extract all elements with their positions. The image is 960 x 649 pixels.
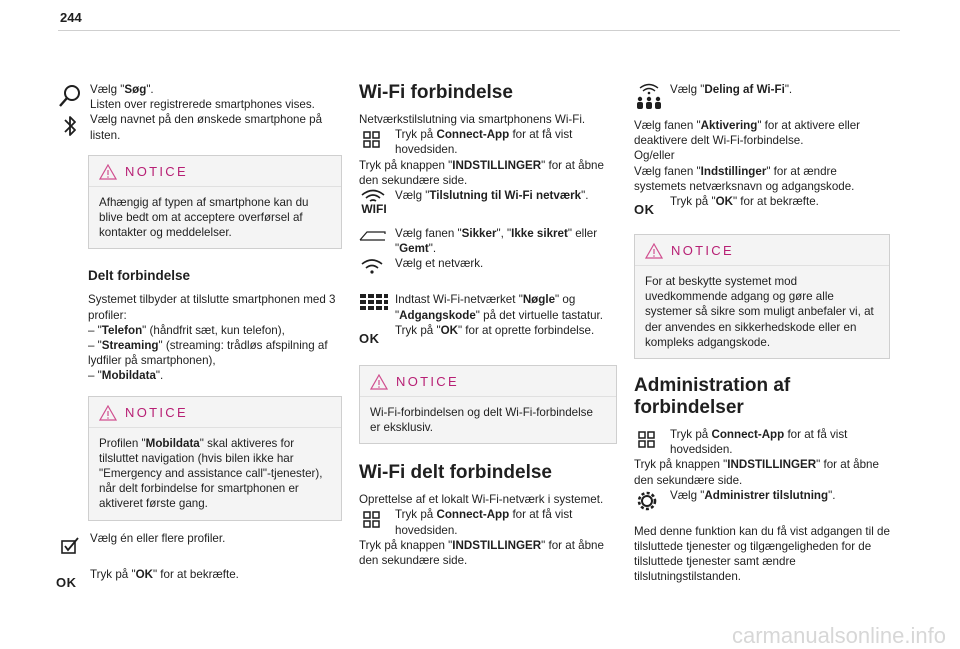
- header-divider: [58, 30, 900, 31]
- gear-icon: [634, 488, 664, 518]
- page-number: 244: [60, 10, 82, 25]
- notice-title: NOTICE: [125, 164, 188, 180]
- notice-box: [359, 365, 617, 444]
- paragraph: Systemet tilbyder at tilslutte smartphonen med 3 profiler:: [88, 293, 336, 322]
- paragraph: Tryk på knappen "INDSTILLINGER" for at åbne den sekundære side.: [634, 458, 879, 487]
- paragraph: Netværkstilslutning via smartphonens Wi-Fi.: [359, 113, 586, 126]
- section-title: Wi-Fi forbindelse: [359, 82, 513, 103]
- connect-app-step: Tryk på Connect-App for at få vist hovedsiden.: [359, 127, 617, 157]
- wifi-icon: WIFI: [359, 188, 389, 218]
- section-title: Administration af forbindelser: [634, 375, 791, 419]
- warning-icon: [645, 243, 663, 259]
- notice-text: For at beskytte systemet mod uvedkommende adgang og gøre alle systemer så sikre som muligt anbefaler vi, at der anvendes en sikkerhedskode eller en kompleks adgangskode.: [645, 275, 874, 349]
- notice-title: NOTICE: [671, 243, 734, 259]
- ok-step: OK Tryk på "OK" for at oprette forbindelse.: [359, 323, 595, 346]
- search-icon: [56, 82, 86, 112]
- paragraph: Vælg fanen "Indstillinger" for at ændre systemets netværksnavn og adgangskode.: [634, 164, 855, 193]
- apps-grid-icon: [634, 427, 664, 457]
- section-title: Delt forbindelse: [88, 268, 191, 284]
- list-item: – "Telefon" (håndfrit sæt, kun telefon),: [88, 323, 285, 337]
- notice-text: Wi-Fi-forbindelsen og delt Wi-Fi-forbindelse er eksklusiv.: [370, 405, 593, 435]
- column-2: [359, 82, 617, 568]
- notice-text: Afhængig af typen af smartphone kan du blive bedt om at acceptere overførsel af kontakter og meddelelser.: [99, 195, 309, 240]
- wifi-share-icon: [634, 82, 664, 112]
- warning-icon: [370, 374, 388, 390]
- share-wifi-step: Vælg "Deling af Wi-Fi".: [634, 82, 890, 114]
- column-3: [634, 82, 890, 585]
- manage-step: Vælg "Administrer tilslutning".: [634, 488, 890, 518]
- notice-text: Profilen "Mobildata" skal aktiveres for tilsluttet navigation (hvis bilen ikke har "Emergency and assistance call"-tjenester), når delt forbindelse for smartphonen er aktiveret første gang.: [99, 436, 323, 511]
- checkbox-edit-icon: [56, 531, 86, 561]
- watermark: carmanualsonline.info: [731, 622, 946, 648]
- ok-icon: OK: [634, 202, 655, 218]
- notice-title: NOTICE: [125, 405, 188, 421]
- section-title: Wi-Fi delt forbindelse: [359, 462, 552, 484]
- ok-icon: OK: [56, 574, 77, 590]
- warning-icon: [99, 405, 117, 421]
- notice-title: NOTICE: [396, 374, 459, 390]
- paragraph: Oprettelse af et lokalt Wi-Fi-netværk i systemet.: [359, 493, 604, 507]
- tabs-icon: [359, 226, 389, 256]
- ok-icon: OK: [359, 330, 380, 346]
- keyboard-icon: [359, 292, 389, 322]
- wifi-step: WIFI Vælg "Tilslutning til Wi-Fi netværk".: [359, 188, 617, 222]
- bluetooth-step: Vælg navnet på den ønskede smartphone på listen.: [56, 112, 342, 142]
- list-item: – "Mobildata".: [88, 369, 164, 383]
- notice-box: [88, 155, 342, 250]
- paragraph: Tryk på knappen "INDSTILLINGER" for at åbne den sekundære side.: [359, 158, 604, 187]
- paragraph: Med denne funktion kan du få vist adgangen til de tilsluttede tjenester og tilgængeligheden for de tilsluttede tjenester samt ændre tilslutningstilstanden.: [634, 524, 890, 584]
- notice-box: [634, 234, 890, 359]
- apps-grid-icon: [359, 127, 389, 157]
- confirm-step: OK Tryk på "OK" for at bekræfte.: [56, 567, 239, 590]
- list-item: – "Streaming" (streaming: trådløs afspilning af lydfiler på smartphonen),: [88, 339, 328, 368]
- paragraph: Og/eller: [634, 149, 675, 163]
- paragraph: Tryk på knappen "INDSTILLINGER" for at åbne den sekundære side.: [359, 538, 604, 568]
- ok-step: OK Tryk på "OK" for at bekræfte.: [634, 195, 819, 218]
- paragraph: Vælg fanen "Aktivering" for at aktivere eller deaktivere delt Wi-Fi-forbindelse.: [634, 119, 861, 148]
- connect-app-step: Tryk på Connect-App for at få vist hovedsiden.: [634, 427, 890, 457]
- select-step: Vælg én eller flere profiler.: [56, 531, 342, 561]
- tab-step: Vælg fanen "Sikker", "Ikke sikret" eller "Gemt".: [359, 226, 617, 256]
- wifi-signal-icon: [359, 256, 389, 286]
- connect-app-step: Tryk på Connect-App for at få vist hovedsiden.: [359, 507, 617, 537]
- search-step: Vælg "Søg". Listen over registrerede smartphones vises.: [56, 82, 342, 112]
- warning-icon: [99, 164, 117, 180]
- notice-box: [88, 396, 342, 521]
- bluetooth-icon: [56, 112, 86, 142]
- column-1: [56, 82, 342, 605]
- apps-grid-icon: [359, 507, 389, 537]
- network-step: Vælg et netværk.: [359, 256, 617, 284]
- keyboard-step: Indtast Wi-Fi-netværket "Nøgle" og "Adgangskode" på det virtuelle tastatur.: [359, 292, 617, 322]
